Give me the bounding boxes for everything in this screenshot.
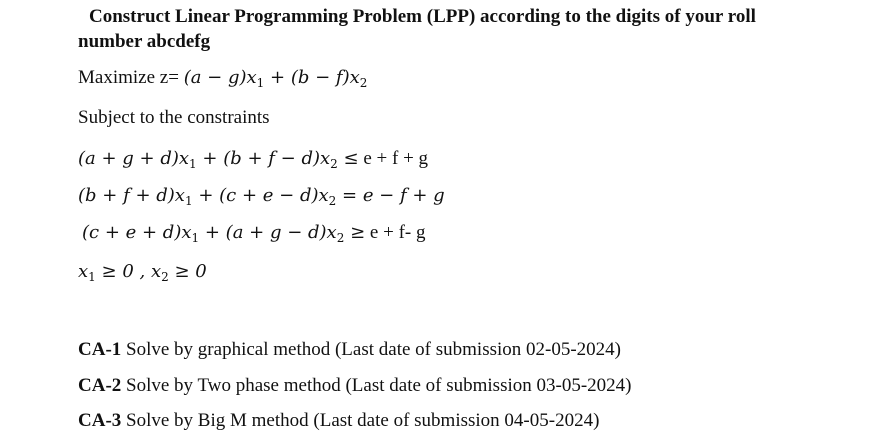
assignment-ca-2 — [78, 374, 631, 398]
objective-expression: $(a - g)x_1 + (b - f)x_2$ — [183, 67, 368, 90]
heading-line-2: number abcdefg — [78, 31, 211, 52]
non-negativity-constraint: $x_1 \ge 0$ , $x_2 \ge 0$ — [78, 261, 207, 284]
subject-to-label: Subject to the constraints — [78, 107, 270, 128]
constraint-2: $(b + f + d)x_1 + (c + e - d)x_2 = e - f + g$ — [78, 185, 445, 208]
assignment-ca-3 — [78, 409, 599, 433]
constraint-3: $(c + e + d)x_1 + (a + g - d)x_2 \ge e + f-$ g — [82, 222, 426, 245]
assignment-ca-3-label: CA-3 — [78, 410, 122, 431]
heading-line-1: Construct Linear Programming Problem (LPP) according to the digits of your roll — [89, 6, 756, 27]
constraint-1-rhs: e + f + g — [363, 148, 429, 169]
constraint-1: $(a + g + d)x_1 + (b + f - d)x_2 \le e + f + g$ — [78, 148, 429, 171]
objective-function — [78, 66, 367, 90]
assignment-ca-1-text: Solve by graphical method (Last date of submission 02-05-2024) — [121, 339, 621, 360]
constraint-3-rhs: e + f- g — [369, 222, 426, 243]
assignment-ca-1-label: CA-1 — [78, 339, 122, 360]
constraint-2-rhs: e − f + g — [362, 185, 445, 206]
assignment-ca-1 — [78, 338, 621, 362]
objective-prefix: Maximize z= — [78, 67, 179, 88]
assignment-ca-3-text: Solve by Big M method (Last date of submission 04-05-2024) — [121, 410, 600, 431]
assignment-ca-2-text: Solve by Two phase method (Last date of submission 03-05-2024) — [121, 375, 632, 396]
assignment-ca-2-label: CA-2 — [78, 375, 122, 396]
